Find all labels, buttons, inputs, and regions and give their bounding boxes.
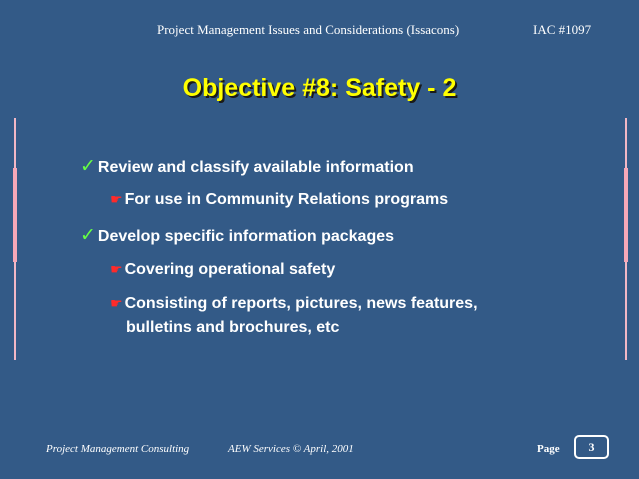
right-rule-accent-bottom — [624, 214, 628, 262]
footer-left-text: Project Management Consulting — [46, 443, 190, 455]
bullet-text: Review and classify available information — [97, 159, 414, 176]
bullet-text: Consisting of reports, pictures, news features, — [124, 295, 478, 312]
pointing-hand-icon: ☛ — [110, 192, 123, 208]
slide-header — [0, 22, 639, 42]
bullet-text: Develop specific information packages — [97, 228, 395, 245]
footer-copyright: AEW Services © April, 2001 — [228, 443, 354, 455]
bullet-item-3 — [80, 223, 394, 249]
bullet-text: Covering operational safety — [124, 261, 336, 278]
slide-title: Objective #8: Safety - 2 — [182, 74, 457, 102]
right-rule-accent-top — [624, 168, 628, 218]
checkmark-icon: ✓ — [80, 155, 96, 177]
bullet-text-continuation: bulletins and brochures, etc — [126, 319, 340, 336]
page-number-box: 3 — [574, 435, 609, 459]
pointing-hand-icon: ☛ — [110, 296, 123, 312]
bullet-item-4 — [110, 258, 335, 282]
header-code: IAC #1097 — [533, 22, 592, 37]
left-rule-accent-bottom — [13, 214, 17, 262]
header-title: Project Management Issues and Considerations (Issacons) — [157, 22, 460, 37]
checkmark-icon: ✓ — [80, 224, 96, 246]
bullet-item-5 — [110, 292, 478, 316]
bullet-text: For use in Community Relations programs — [124, 191, 449, 208]
left-rule-accent-top — [13, 168, 17, 218]
footer-page-label: Page — [537, 443, 560, 455]
bullet-item-2 — [110, 188, 448, 212]
bullet-item-5-continuation — [126, 316, 339, 340]
pointing-hand-icon: ☛ — [110, 262, 123, 278]
bullet-item-1 — [80, 154, 414, 180]
